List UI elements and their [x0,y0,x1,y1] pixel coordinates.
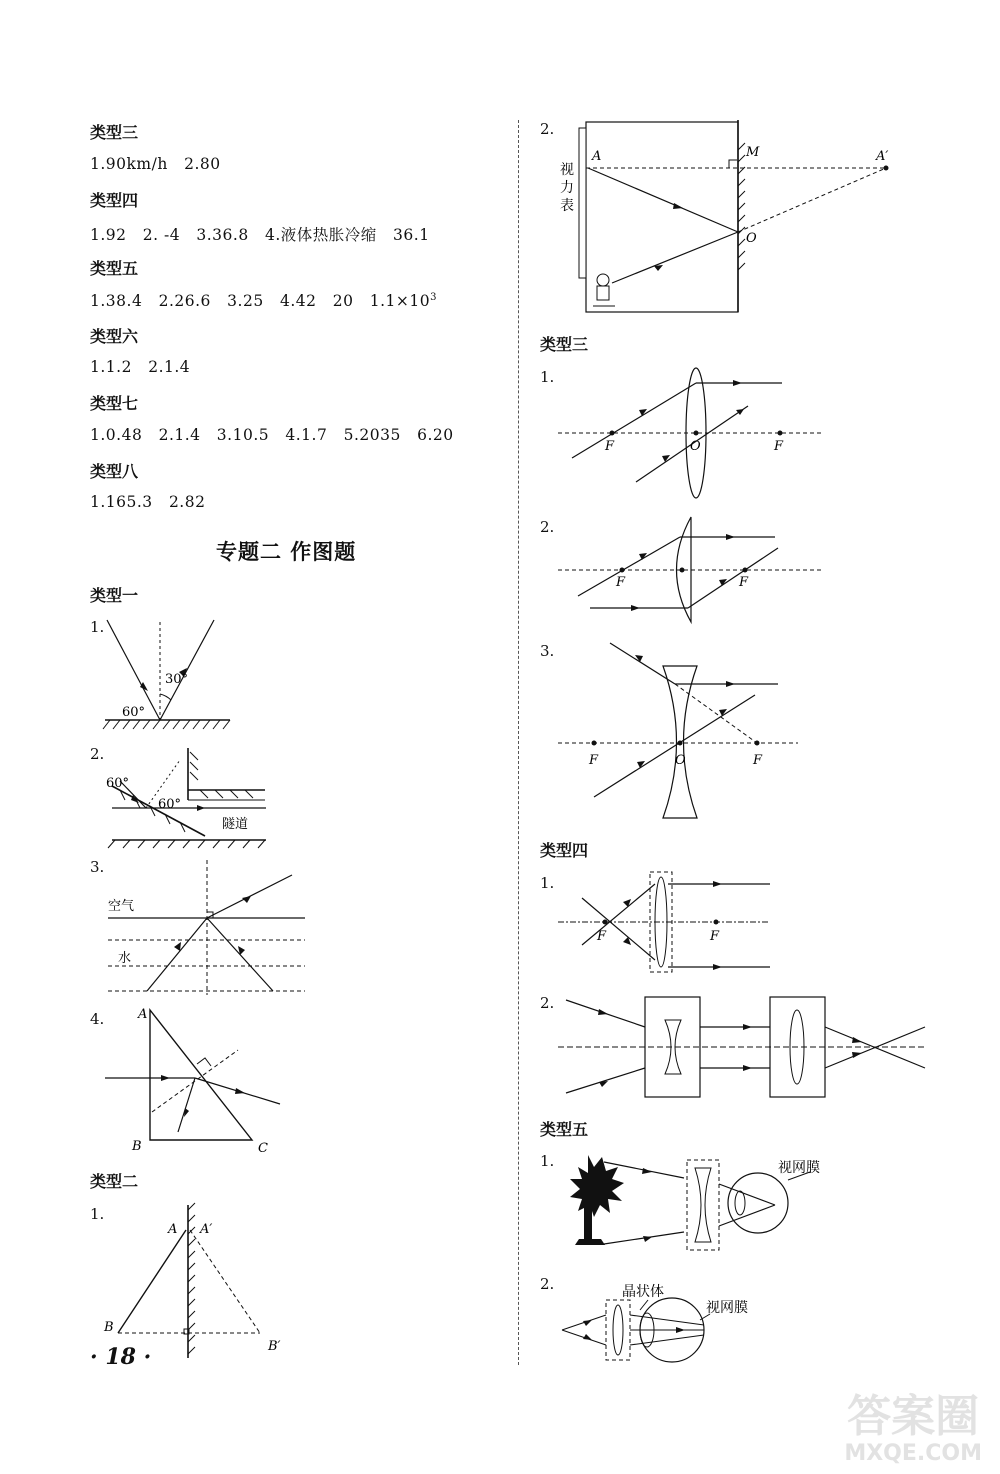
point-label: B [104,1320,114,1335]
heading-s2-type2: 类型二 [90,1172,139,1191]
item-number: 2. [540,1275,555,1293]
vertex-label: A [138,1007,148,1022]
air-label: 空气 [108,899,135,914]
item-number: 2. [540,994,555,1012]
item-number: 4. [90,1010,105,1028]
item-number: 2. [540,120,555,138]
heading-type5: 类型五 [90,259,139,278]
item-number: 2. [90,745,105,763]
water-label: 水 [118,951,132,966]
retina-label: 视网膜 [778,1160,820,1176]
heading-r-type3: 类型三 [540,335,589,354]
point-label: A′ [876,149,889,164]
item-number: 1. [540,874,555,892]
item-number: 1. [90,618,105,636]
point-label: O [746,231,757,246]
heading-r-type4: 类型四 [540,841,589,860]
tunnel-label: 隧道 [222,817,249,832]
vertex-label: B [132,1139,142,1154]
eye-chart-label: 视力表 [560,162,574,214]
center-label: O [675,753,686,768]
watermark: 答案圈 MXQE.COM [844,1391,982,1466]
heading-s2-type1: 类型一 [90,586,139,605]
heading-type8: 类型八 [90,462,139,481]
vertex-label: C [258,1141,268,1156]
point-label: B′ [268,1339,281,1354]
answers-type7: 1.0.48 2.1.4 3.10.5 4.1.7 5.2035 6.20 [90,426,454,444]
heading-type3: 类型三 [90,123,139,142]
focus-label: F [616,575,626,590]
item-number: 3. [90,858,105,876]
answers-type4: 1.92 2. -4 3.36.8 4.液体热胀冷缩 36.1 [90,226,430,244]
point-label: A′ [200,1222,213,1237]
page-number: · 18 · [90,1344,152,1370]
heading-type4: 类型四 [90,191,139,210]
point-label: A [168,1222,178,1237]
answers-type5: 1.38.4 2.26.6 3.25 4.42 20 $1.1\times 10^3$ [90,292,437,311]
item-number: 1. [540,368,555,386]
answers-type3: 1.90km/h 2.80 [90,155,221,173]
lens-body-label: 晶状体 [622,1284,664,1300]
item-number: 1. [90,1205,105,1223]
focus-label: F [710,929,720,944]
item-number: 1. [540,1152,555,1170]
retina-label: 视网膜 [706,1300,748,1316]
angle-label: 60° [106,776,130,791]
focus-label: F [589,753,599,768]
angle-label: 60° [122,705,146,720]
point-label: M [746,145,760,160]
focus-label: F [753,753,763,768]
section-title: 专题二 作图题 [216,540,357,564]
focus-label: F [597,929,607,944]
heading-type6: 类型六 [90,327,139,346]
heading-r-type5: 类型五 [540,1120,589,1139]
heading-type7: 类型七 [90,394,139,413]
angle-label: 30° [165,672,189,687]
item-number: 2. [540,518,555,536]
item-number: 3. [540,642,555,660]
point-label: A [592,149,602,164]
center-label: O [690,439,701,454]
focus-label: F [739,575,749,590]
focus-label: F [605,439,615,454]
focus-label: F [774,439,784,454]
angle-label: 60° [158,797,182,812]
answers-type8: 1.165.3 2.82 [90,493,206,511]
answers-type6: 1.1.2 2.1.4 [90,358,191,376]
